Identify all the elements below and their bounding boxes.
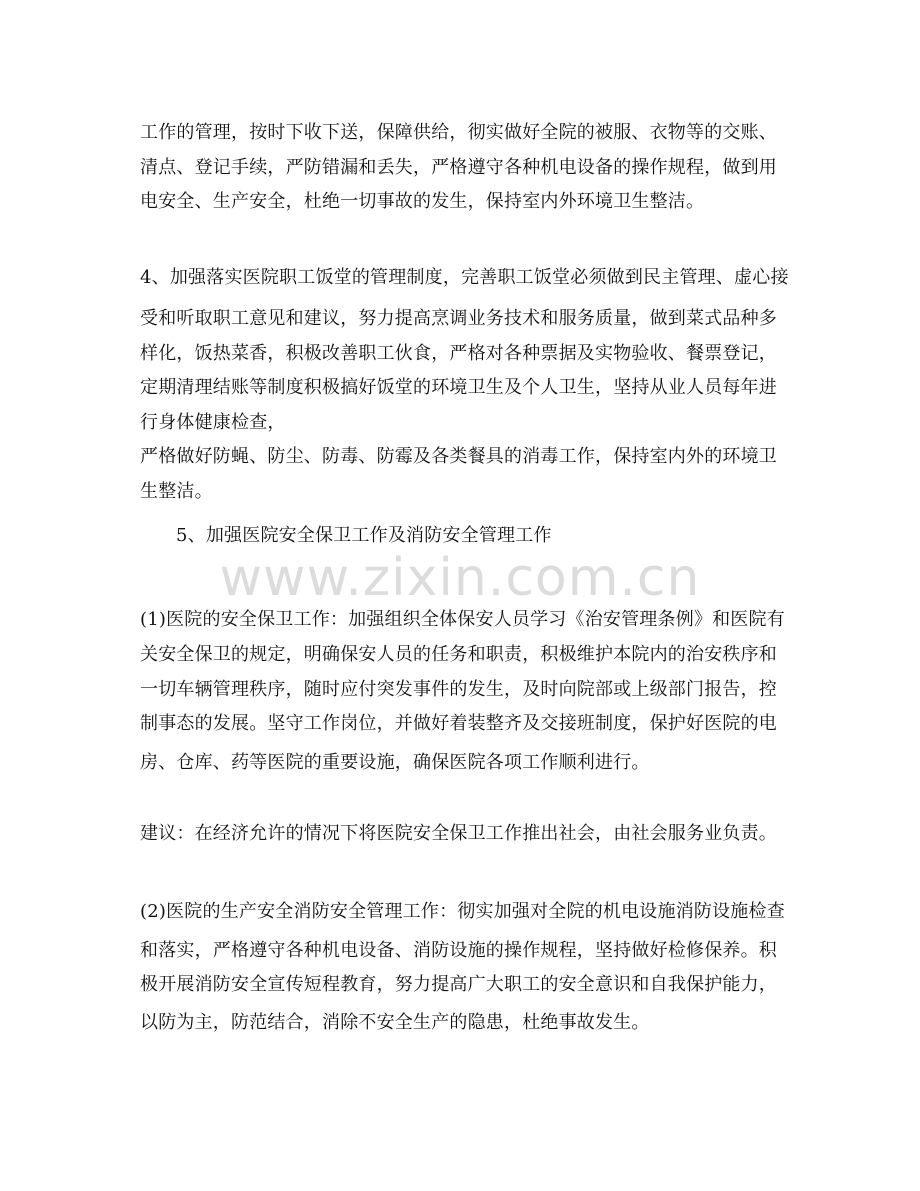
- para4-line-4: 定期清理结账等制度积极搞好饭堂的环境卫生及个人卫生，坚持从业人员每年进: [140, 377, 777, 398]
- sub1-line-3: 一切车辆管理秩序，随时应付突发事件的发生，及时向院部或上级部门报告，控: [140, 679, 777, 700]
- sub2-line-4: 以防为主，防范结合，消除不安全生产的隐患，杜绝事故发生。: [140, 1012, 650, 1033]
- para4-line-6: 严格做好防蝇、防尘、防毒、防霉及各类餐具的消毒工作，保持室内外的环境卫: [140, 446, 777, 467]
- section-5-heading: 5、加强医院安全保卫工作及消防安全管理工作: [176, 525, 552, 546]
- suggestion-line: 建议：在经济允许的情况下将医院安全保卫工作推出社会，由社会服务业负责。: [140, 823, 777, 844]
- sub2-line-3: 极开展消防安全宣传短程教育，努力提高广大职工的安全意识和自我保护能力，: [140, 974, 777, 995]
- para4-line-5: 行身体健康检查，: [140, 412, 286, 433]
- para4-line-7: 生整洁。: [140, 481, 213, 502]
- para3-line-3: 电安全、生产安全，杜绝一切事故的发生，保持室内外环境卫生整洁。: [140, 191, 705, 212]
- watermark: www.zixin.com.cn: [219, 548, 701, 608]
- sub1-line-1: (1)医院的安全保卫工作：加强组织全体保安人员学习《治安管理条例》和医院有: [140, 609, 785, 630]
- para4-line-3: 样化，饭热菜香，积极改善职工伙食，严格对各种票据及实物验收、餐票登记，: [140, 343, 777, 364]
- sub2-line-1: (2)医院的生产安全消防安全管理工作：彻实加强对全院的机电设施消防设施检查: [140, 901, 785, 922]
- sub1-line-4: 制事态的发展。坚守工作岗位，并做好着装整齐及交接班制度，保护好医院的电: [140, 713, 777, 734]
- sub1-line-5: 房、仓库、药等医院的重要设施，确保医院各项工作顺利进行。: [140, 752, 650, 773]
- para3-line-1: 工作的管理，按时下收下送，保障供给，彻实做好全院的被服、衣物等的交账、: [140, 122, 777, 143]
- sub2-line-2: 和落实，严格遵守各种机电设备、消防设施的操作规程，坚持做好检修保养。积: [140, 940, 777, 961]
- sub1-line-2: 关安全保卫的规定，明确保安人员的任务和职责，积极维护本院内的治安秩序和: [140, 644, 777, 665]
- para4-line-2: 受和听取职工意见和建议，努力提高烹调业务技术和服务质量，做到菜式品种多: [140, 308, 777, 329]
- para3-line-2: 清点、登记手续，严防错漏和丢失，严格遵守各种机电设备的操作规程，做到用: [140, 157, 777, 178]
- para4-line-1: 4、加强落实医院职工饭堂的管理制度，完善职工饭堂必须做到民主管理、虚心接: [140, 267, 789, 288]
